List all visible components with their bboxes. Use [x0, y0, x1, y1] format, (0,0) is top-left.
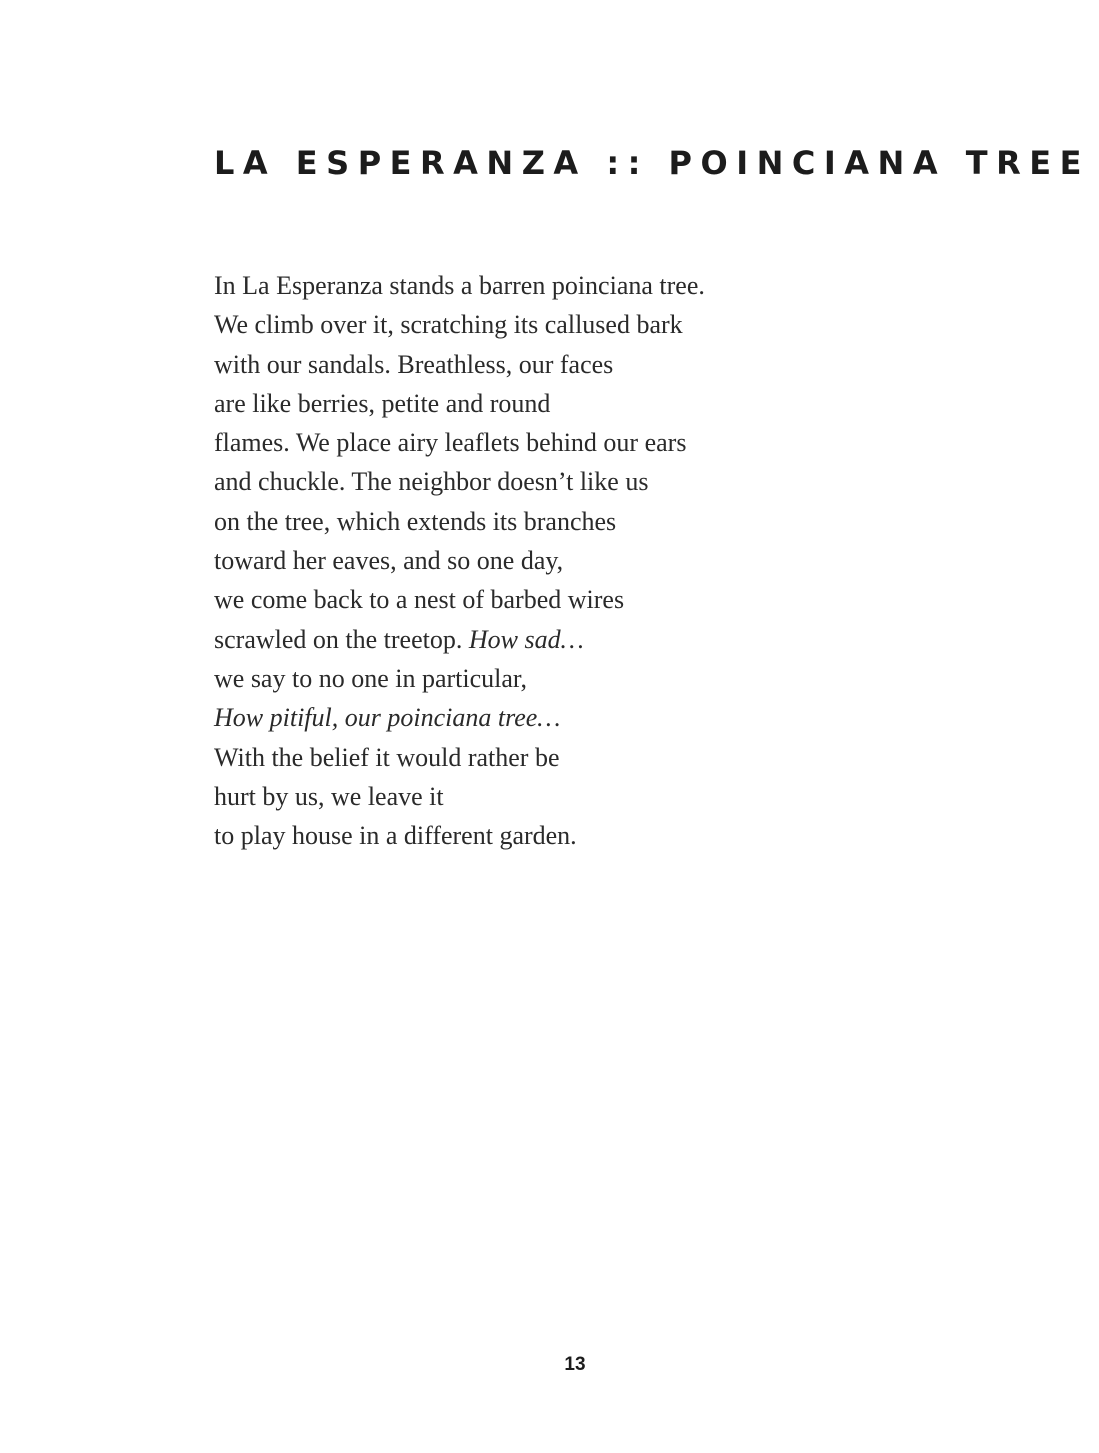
poem-line-text: we say to no one in particular, — [214, 663, 528, 693]
poem-line — [214, 698, 705, 737]
poem-line-italic: How sad… — [468, 624, 584, 654]
poem-body — [214, 266, 705, 855]
poem-line — [214, 305, 705, 344]
poem-line — [214, 384, 705, 423]
poem-line — [214, 423, 705, 462]
poem-line-text: and chuckle. The neighbor doesn’t like us — [214, 467, 649, 497]
poem-line — [214, 620, 705, 659]
poem-line — [214, 462, 705, 501]
poem-line — [214, 816, 705, 855]
poem-line — [214, 502, 705, 541]
poem-line-text: With the belief it would rather be — [214, 742, 560, 772]
poem-line-text: with our sandals. Breathless, our faces — [214, 349, 614, 379]
poem-line — [214, 777, 705, 816]
poem-line — [214, 659, 705, 698]
poem-line-text: scrawled on the treetop. — [214, 624, 469, 654]
poem-line — [214, 345, 705, 384]
poem-line-text: flames. We place airy leaflets behind our ears — [214, 428, 687, 458]
page-number: 13 — [564, 1354, 586, 1375]
poem-line-text: to play house in a different garden. — [214, 821, 577, 851]
poem-line-text: are like berries, petite and round — [214, 388, 551, 418]
poem-line-text: hurt by us, we leave it — [214, 781, 444, 811]
poem-line-text: In La Esperanza stands a barren poinciana tree. — [214, 271, 705, 300]
poem-line-text: on the tree, which extends its branches — [214, 506, 617, 536]
poem-line — [214, 580, 705, 619]
poem-line-text: we come back to a nest of barbed wires — [214, 585, 625, 615]
poem-line — [214, 266, 705, 305]
poem-line — [214, 738, 705, 777]
poem-line-italic: How pitiful, our poinciana tree… — [214, 703, 561, 733]
poem-line-text: We climb over it, scratching its callused bark — [214, 310, 683, 340]
poem-title: LA ESPERANZA :: POINCIANA TREE — [214, 144, 1090, 182]
poem-line — [214, 541, 705, 580]
poem-line-text: toward her eaves, and so one day, — [214, 546, 564, 576]
